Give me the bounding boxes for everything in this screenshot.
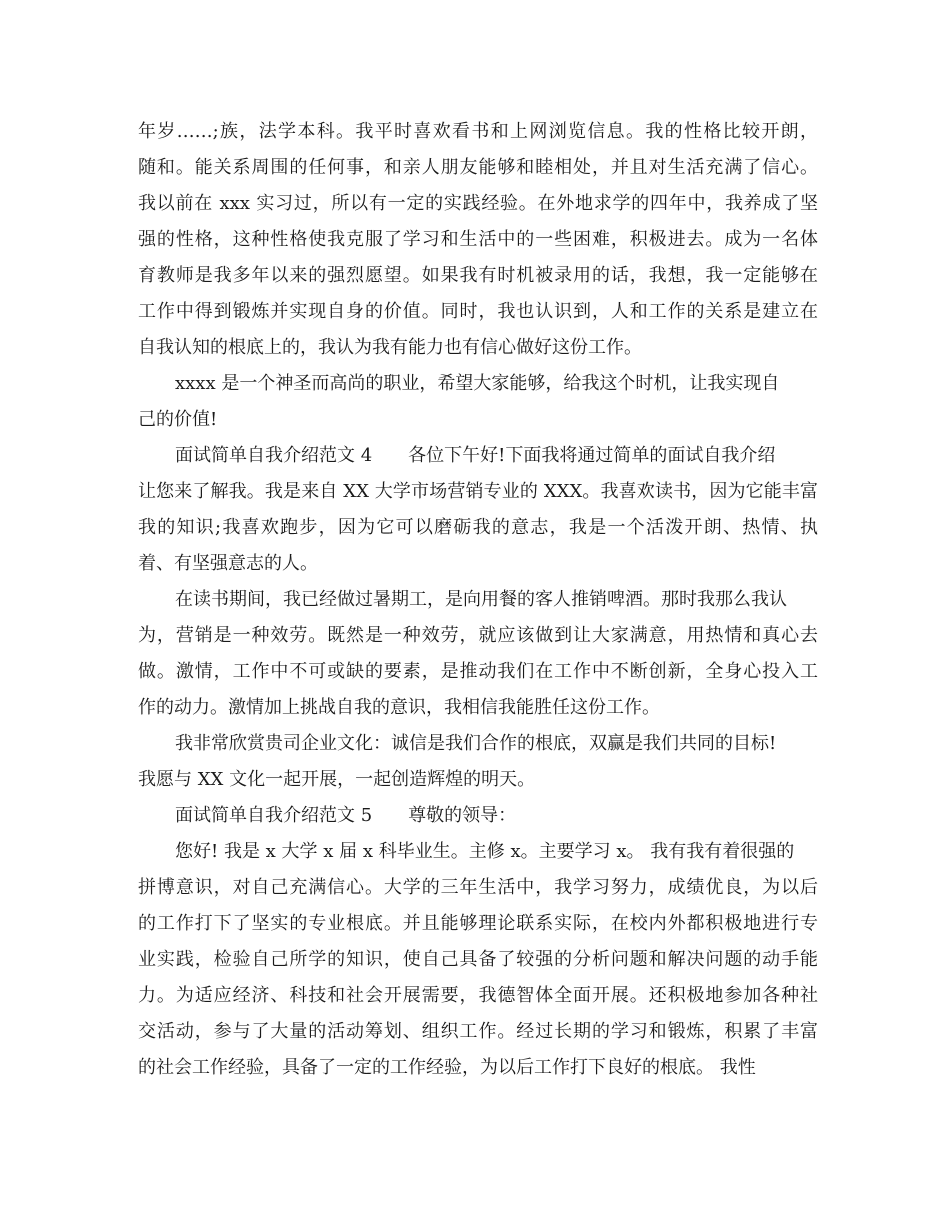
text-line: 交活动，参与了大量的活动筹划、组织工作。经过长期的学习和锻炼，积累了丰富 xyxy=(138,1021,818,1042)
text-line: 我愿与 XX 文化一起开展，一起创造辉煌的明天。 xyxy=(138,769,536,790)
text-line: 的工作打下了坚实的专业根底。并且能够理论联系实际，在校内外都积极地进行专 xyxy=(138,913,818,934)
text-line: xxxx 是一个神圣而高尚的职业，希望大家能够，给我这个时机，让我实现自 xyxy=(175,373,780,394)
text-line: 己的价值! xyxy=(138,409,218,430)
text-line: 为，营销是一种效劳。既然是一种效劳，就应该做到让大家满意，用热情和真心去 xyxy=(138,625,818,646)
text-line: 着、有坚强意志的人。 xyxy=(138,553,318,574)
text-line: 工作中得到锻炼并实现自身的价值。同时，我也认识到，人和工作的关系是建立在 xyxy=(138,301,818,322)
section-heading-line: 面试简单自我介绍范文 5 尊敬的领导： xyxy=(175,805,517,826)
text-line: 在读书期间，我已经做过暑期工，是向用餐的客人推销啤酒。那时我那么我认 xyxy=(175,589,787,610)
text-line: 我以前在 xxx 实习过，所以有一定的实践经验。在外地求学的四年中，我养成了坚 xyxy=(138,193,818,214)
text-line: 我的知识;我喜欢跑步，因为它可以磨砺我的意志，我是一个活泼开朗、热情、执 xyxy=(138,517,818,538)
text-line: 作的动力。激情加上挑战自我的意识，我相信我能胜任这份工作。 xyxy=(138,697,660,718)
text-line: 拼博意识，对自己充满信心。大学的三年生活中，我学习努力，成绩优良，为以后 xyxy=(138,877,818,898)
text-line: 您好! 我是 x 大学 x 届 x 科毕业生。主修 x。主要学习 x。 我有我有着很强的 xyxy=(175,841,795,862)
text-line: 做。激情，工作中不可或缺的要素，是推动我们在工作中不断创新，全身心投入工 xyxy=(138,661,818,682)
text-line: 业实践，检验自己所学的知识，使自己具备了较强的分析问题和解决问题的动手能 xyxy=(138,949,818,970)
section-heading-line: 面试简单自我介绍范文 4 各位下午好!下面我将通过简单的面试自我介绍 xyxy=(175,445,776,466)
text-line: 力。为适应经济、科技和社会开展需要，我德智体全面开展。还积极地参加各种社 xyxy=(138,985,818,1006)
text-line: 年岁……;族，法学本科。我平时喜欢看书和上网浏览信息。我的性格比较开朗， xyxy=(138,121,818,142)
text-line: 的社会工作经验，具备了一定的工作经验，为以后工作打下良好的根底。 我性 xyxy=(138,1057,756,1078)
text-line: 强的性格，这种性格使我克服了学习和生活中的一些困难，积极进去。成为一名体 xyxy=(138,229,818,250)
text-line: 自我认知的根底上的，我认为我有能力也有信心做好这份工作。 xyxy=(138,337,642,358)
text-line: 育教师是我多年以来的强烈愿望。如果我有时机被录用的话，我想，我一定能够在 xyxy=(138,265,818,286)
text-line: 我非常欣赏贵司企业文化：诚信是我们合作的根底，双赢是我们共同的目标! xyxy=(175,733,777,754)
text-line: 让您来了解我。我是来自 XX 大学市场营销专业的 XXX。我喜欢读书，因为它能丰富 xyxy=(138,481,818,502)
text-line: 随和。能关系周围的任何事，和亲人朋友能够和睦相处，并且对生活充满了信心。 xyxy=(138,157,818,178)
